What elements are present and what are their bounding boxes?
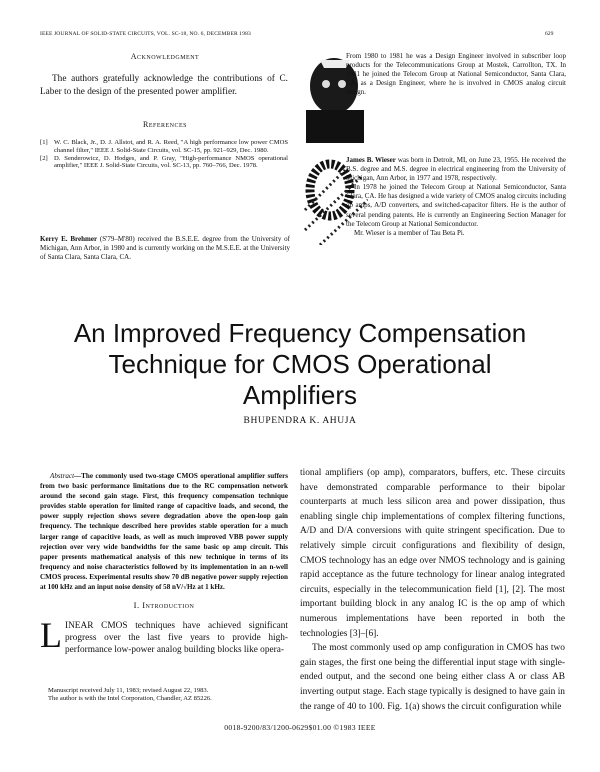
title-line: An Improved Frequency Compensation — [73, 318, 527, 348]
intro-paragraph: INEAR CMOS techniques have achieved significant progress over the last five years to provide high-performance low-power analog building blocks like opera- — [65, 621, 288, 655]
acknowledgment-heading: Acknowledgment — [130, 52, 200, 61]
introduction-text — [40, 615, 288, 656]
reference-item — [40, 155, 288, 171]
reference-list — [40, 139, 288, 170]
page-number: 629 — [545, 31, 554, 37]
references-heading: References — [142, 120, 187, 129]
title-line: Amplifiers — [242, 380, 358, 410]
abstract-text: —The commonly used two-stage CMOS operational amplifier suffers from two basic performance limitations due to the RC compensation network around the second gain stage. First, this frequency compensation technique provides stable operation for limited range of capacitive loads, and second, the power supply rejection shows severe degradation above the open-loop gain frequency. The technique described here provides stable operation for a much larger range of capacitive loads, as well as much improved VBB power supply rejection over very wide bandwidths for the same basic op amp circuit. This paper presents mathematical analysis of this new technique in terms of its frequency and noise characteristics followed by its implementation in an n-well CMOS process. Experimental results show 70 dB negative power supply rejection at 100 kHz and an input noise density of 58 nV/√Hz at 1 kHz. — [40, 472, 288, 592]
reference-text: D. Senderowicz, D. Hodges, and P. Gray, "High-performance NMOS operational amplifier," IEEE J. Solid-State Circuits, vol. SC-13, pp. 760–766, Dec. 1978. — [54, 154, 288, 170]
footnote: Manuscript received July 11, 1983; revised August 22, 1983. — [48, 687, 209, 694]
acknowledgment-text: The authors gratefully acknowledge the contributions of C. Laber to the design of the presented power amplifier. — [40, 74, 288, 97]
abstract-label: Abstract — [50, 472, 75, 480]
bio-brehmer-part1 — [40, 235, 290, 262]
bio-text: was born in Detroit, MI, on June 23, 1955. He received the B.S. degree and M.S. degree in electrical engineering from the University of Michigan, Ann Arbor, in 1977 and 1978, respectively. — [346, 156, 566, 183]
section-heading: I. Introduction — [133, 600, 195, 610]
footnotes — [48, 687, 288, 703]
reference-number: [1] — [40, 139, 48, 146]
abstract — [40, 471, 288, 592]
reference-number: [2] — [40, 154, 48, 162]
author-name: BHUPENDRA K. AHUJA — [243, 416, 357, 426]
reference-text: W. C. Black, Jr., D. J. Allstot, and R. A. Reed, "A high performance low power CMOS channel filter," IEEE J. Solid-State Circuits, vol. SC-15, pp. 921–929, Dec. 1980. — [54, 139, 288, 154]
title-line: Technique for CMOS Operational — [108, 349, 492, 379]
right-column-text — [300, 466, 565, 714]
paper-title — [0, 318, 600, 411]
running-header: IEEE JOURNAL OF SOLID-STATE CIRCUITS, VOL. SC-18, NO. 6, DECEMBER 1983 — [40, 31, 251, 37]
bio-name: Kerry E. Brehmer — [40, 235, 98, 243]
bio-text: In 1978 he joined the Telecom Group at National Semiconductor, Santa Clara, CA. He has designed a wide variety of CMOS analog circuits including op amps, A/D converters, and switched-capacitor filters. He is the author of several pending patents. He is currently an Engineering Section Manager for the Telecom Group at National Semiconductor. — [346, 183, 566, 228]
bio-name: James B. Wieser — [346, 156, 396, 164]
copyright-code: 0018-9200/83/1200-0629$01.00 ©1983 IEEE — [224, 723, 376, 732]
bio-text: From 1980 to 1981 he was a Design Engineer involved in subscriber loop products for the Telecommunications Group at Mostek, Carrollton, TX. In 1981 he joined the Telecom Group at National Semiconductor, Santa Clara, CA, as a Design Engineer, where he is involved in CMOS analog circuit design. — [346, 52, 566, 97]
reference-item — [40, 139, 288, 155]
body-paragraph: The most commonly used op amp configuration in CMOS has two gain stages, the first one being the differential input stage with single-ended output, and the second one being either class A or class AB inverting output stage. Each stage typically is designed to have gain in the range of 40 to 100. Fig. 1(a) shows the circuit configuration while — [300, 643, 565, 712]
bio-brehmer-part2 — [346, 52, 566, 97]
drop-cap: L — [40, 615, 62, 655]
bio-wieser — [346, 156, 566, 238]
bio-text: Mr. Wieser is a member of Tau Beta Pi. — [354, 228, 465, 237]
body-paragraph: tional amplifiers (op amp), comparators, buffers, etc. These circuits have demonstrated comparable performance to their bipolar counterparts at much less silicon area and power dissipation, thus enabling single chip implementations of complex filtering functions, A/D and D/A conversions with quite stringent specification. Due to relatively simple circuit configurations and flexibility of design, CMOS technology has an edge over NMOS technology and is gaining rapid acceptance as the future technology for linear analog integrated circuits, especially in the telecommunication field [1], [2]. The most important building block in any analog IC is the op amp of which numerous implementations have been reported in both the technologies [3]–[6]. — [300, 468, 565, 639]
footnote: The author is with the Intel Corporation, Chandler, AZ 85226. — [48, 695, 212, 702]
bio-text: (S'79–M'80) received the B.S.E.E. degree from the University of Michigan, Ann Arbor, in 1980 and is currently working on the M.S.E.E. at the University of Santa Clara, Santa Clara, CA. — [40, 235, 290, 262]
